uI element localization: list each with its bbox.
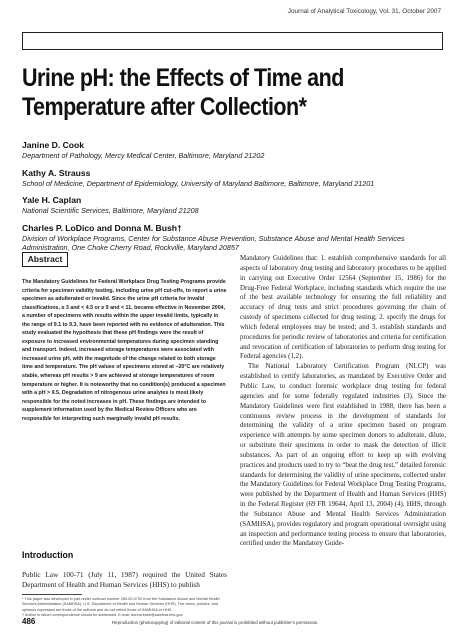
author-affiliation: Department of Pathology, Mercy Medical Center, Baltimore, Maryland 21202 bbox=[22, 151, 265, 160]
author-affiliation: National Scientific Services, Baltimore, Maryland 21208 bbox=[22, 206, 199, 216]
title-rule-box bbox=[22, 32, 443, 50]
author-block bbox=[22, 168, 447, 189]
page-number: 486 bbox=[22, 617, 36, 626]
author-block bbox=[22, 223, 447, 253]
author-name: Kathy A. Strauss bbox=[22, 167, 91, 178]
footnotes bbox=[22, 597, 227, 619]
author-name: Janine D. Cook bbox=[22, 140, 85, 150]
body-paragraph: Mandatory Guidelines that: 1. establish comprehensive standards for all aspects of laboratory drug testing and laboratory procedures to be applied in carrying out Executive Order 12564 (September 15, 1986) for the Drug-Free Federal Workplace, including standards which require the use of the best available technology for ensuring the full reliability and accuracy of drug tests and strict procedures governing the chain of custody of specimens collected for drug testing; 2. specify the drugs for which federal employees may be tested; and 3. establish standards and procedures for periodic review of laboratories and criteria for certification and revocation of certification of laboratories to perform drug testing for Federal agencies (1,2). bbox=[240, 254, 446, 361]
author-list bbox=[22, 140, 447, 260]
body-paragraph: The National Laboratory Certification Program (NLCP) was established to certify laboratories, as mandated by Executive Order and Public Law, to conduct forensic workplace drug testing for federal agencies and for some federally regulated industries (3). Since the Mandatory Guidelines were first established in 1988, there has been a continuous review process in the development of standards for determining the validity of a urine specimen based on program experience with attempts by some specimen donors to adulterate, dilute, or substitute their specimens in order to mask the detection of illicit substances. As part of an ongoing effort to keep up with evolving practices and products used to try to “beat the drug test,” detailed forensic standards for determining the validity of urine specimens, collected under the Mandatory Guidelines for Federal Workplace Drug Testing Programs, were published by the Department of Health and Human Services (HHS) in the Federal Register (69 FR 19644, April 13, 2004) (4). HHS, through the Substance Abuse and Mental Health Services Administration (SAMHSA), provides regulatory and program operational oversight using an inspection and performance testing process to ensure that laboratories, certified under the Mandatory Guide- bbox=[240, 362, 446, 548]
author-affiliation: Division of Workplace Programs, Center for Substance Abuse Prevention, Substance Abuse and Mental Health Services Administration, One Choke Cherry Road, Rockville, Maryland 20857 bbox=[22, 233, 405, 253]
right-column-body bbox=[240, 254, 446, 549]
introduction-heading: Introduction bbox=[22, 550, 74, 560]
author-name: Charles P. LoDico and Donna M. Bush† bbox=[22, 222, 182, 233]
footnote-funding: * This paper was developed in part under contract number 280-02-0702 from the Substance Abuse and Mental Health Services Administration (SAMHSA), U.S. Department of Health and Human Services (HHS). The views, policies, and opinions expressed are those of the authors and do not reflect those of SAMHSA or HHS. bbox=[22, 597, 220, 612]
abstract-heading: Abstract bbox=[22, 252, 68, 267]
author-block bbox=[22, 195, 447, 216]
author-block bbox=[22, 140, 447, 161]
footnote-correspondence: † Author to whom correspondence should be addressed. E-mail: donna.bush@samhsa.hhs.gov. bbox=[22, 613, 184, 618]
running-head: Journal of Analytical Toxicology, Vol. 31, October 2007 bbox=[287, 8, 441, 15]
copyright-notice: Reproduction (photocopying) of editorial content of this journal is prohibited without publisher's permission. bbox=[112, 620, 319, 625]
author-name: Yale H. Caplan bbox=[22, 195, 82, 206]
article-title: Urine pH: the Effects of Time and Temperature after Collection* bbox=[22, 64, 344, 121]
introduction-text: Public Law 100-71 (July 11, 1987) required the United States Department of Health and Human Services (HHS) to publish bbox=[22, 570, 227, 589]
abstract-text: The Mandatory Guidelines for Federal Workplace Drug Testing Programs provide criteria for specimen validity testing, including urine pH cut-offs, to report a urine specimen as adulterated or invalid. Since the urine pH criteria for invalid classifications, ≥ 3 and < 4.5 or ≥ 9 and < 11, became effective in November 2004, a number of specimens with results within the upper invalid limits, typically in the range of 9.1 to 9.3, have been reported with no evidence of adulteration. This study evaluated the hypothesis that these pH findings were the result of exposure to increased environmental temperatures during specimen standing and transport. Indeed, increased storage temperatures were associated with increased urine pH, with the magnitude of the change related to both storage time and temperature. The pH values of specimens stored at −20°C are relatively stable, whereas pH results > 9 are achieved at storage temperatures of room temperature or higher. It is noteworthy that no condition(s) produced a specimen with a pH > 9.5. Degradation of nitrogenous urine analytes is most likely responsible for the noted increases in pH. These findings are intended to supplement information used by the Medical Review Officers who are responsible for interpreting such marginally invalid pH results. bbox=[22, 279, 227, 422]
footnote-rule bbox=[22, 594, 82, 595]
author-affiliation: School of Medicine, Department of Epidemiology, University of Maryland Baltimore, Baltimore, Maryland 21201 bbox=[22, 178, 375, 188]
